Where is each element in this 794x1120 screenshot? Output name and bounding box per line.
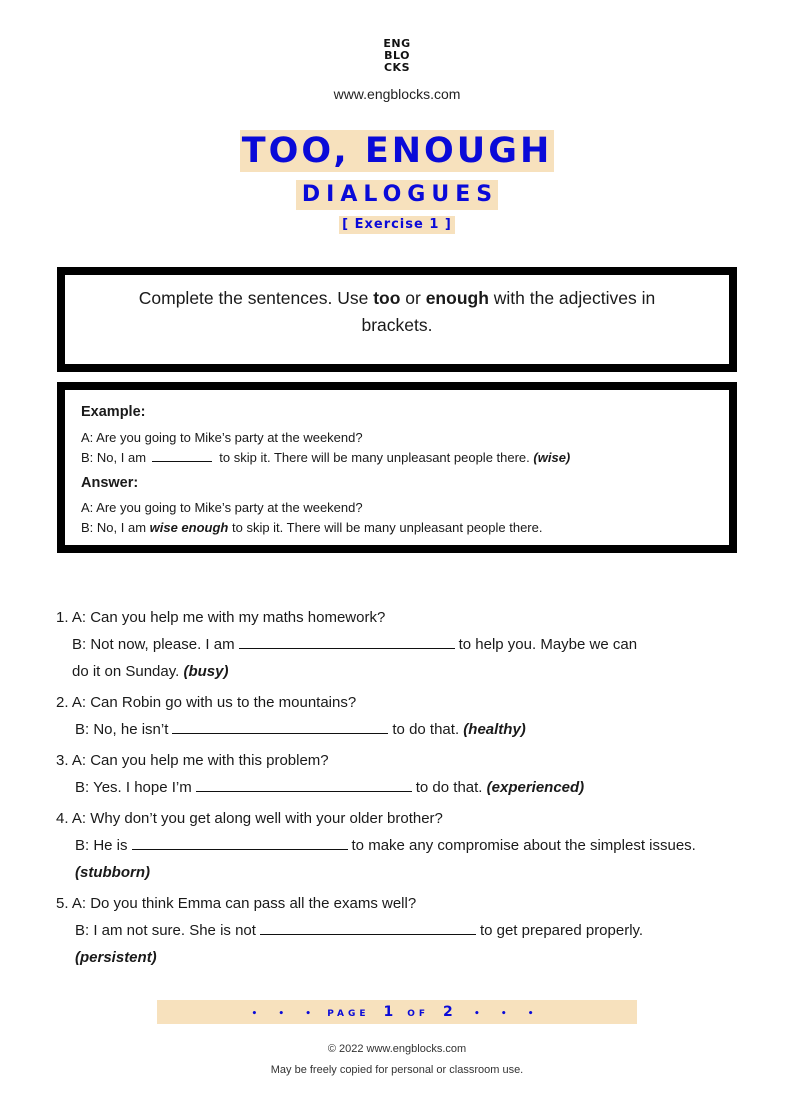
question-item	[56, 604, 736, 685]
instructions-part: Complete the sentences. Use	[138, 288, 374, 308]
copyright: © 2022 www.engblocks.com	[327, 1043, 467, 1055]
answer-filled: wise enough	[149, 520, 229, 535]
answer-heading: Answer:	[81, 475, 139, 491]
question-a: 1. A: Can you help me with my maths homework?	[56, 609, 386, 626]
question-b-cont	[56, 658, 736, 685]
question-text: to help you. Maybe we can	[458, 636, 638, 653]
page-word: PAGE	[327, 1009, 370, 1019]
logo-line: BLO	[384, 49, 410, 62]
question-text: B: I am not sure. She is not	[75, 922, 256, 939]
question-text: to make any compromise about the simplest issues.	[351, 837, 696, 854]
answer-blank[interactable]	[260, 920, 476, 935]
question-item	[56, 689, 736, 743]
answer-blank[interactable]	[172, 719, 388, 734]
answer-line-a: A: Are you going to Mike’s party at the weekend?	[81, 500, 363, 515]
question-text: B: No, he isn’t	[75, 721, 169, 738]
question-hint: (healthy)	[463, 721, 526, 738]
question-hint: (persistent)	[75, 949, 157, 966]
question-text: do it on Sunday.	[72, 663, 180, 680]
question-text: B: Yes. I hope I’m	[75, 779, 192, 796]
question-a: 4. A: Why don’t you get along well with your older brother?	[56, 810, 443, 827]
question-text: B: Not now, please. I am	[72, 636, 235, 653]
usage-note: May be freely copied for personal or classroom use.	[270, 1064, 524, 1076]
instructions-box	[57, 267, 737, 372]
answer-blank[interactable]	[196, 777, 412, 792]
question-b-cont	[56, 859, 736, 886]
answer-text: to skip it. There will be many unpleasant people there.	[228, 520, 543, 535]
site-url: www.engblocks.com	[333, 86, 461, 102]
example-blank	[152, 449, 212, 462]
answer-line-b	[81, 518, 719, 538]
question-text: to get prepared properly.	[479, 922, 644, 939]
example-text: to skip it. There will be many unpleasant people there.	[219, 450, 530, 465]
question-item	[56, 805, 736, 886]
question-b	[56, 832, 736, 859]
question-hint: (experienced)	[486, 779, 585, 796]
question-item	[56, 890, 736, 971]
page-subtitle: DIALOGUES	[296, 180, 498, 210]
question-a: 2. A: Can Robin go with us to the mountains?	[56, 694, 357, 711]
instructions-part: or	[400, 288, 426, 308]
example-box	[57, 382, 737, 553]
example-hint: (wise)	[533, 450, 571, 465]
question-b	[56, 917, 736, 944]
question-text: B: He is	[75, 837, 128, 854]
question-text: to do that.	[415, 779, 483, 796]
dots-right: • • •	[473, 1009, 543, 1019]
logo-line: CKS	[383, 61, 411, 74]
example-text: B: No, I am	[81, 450, 147, 465]
dots-left: • • •	[251, 1009, 321, 1019]
answer-blank[interactable]	[239, 634, 455, 649]
page-title: TOO, ENOUGH	[241, 131, 553, 171]
example-line-a: A: Are you going to Mike’s party at the weekend?	[81, 430, 363, 445]
question-hint: (busy)	[183, 663, 229, 680]
question-a: 5. A: Do you think Emma can pass all the exams well?	[56, 895, 417, 912]
keyword-too: too	[373, 288, 401, 308]
question-a: 3. A: Can you help me with this problem?	[56, 752, 329, 769]
question-b	[56, 716, 736, 743]
question-b	[56, 631, 736, 658]
instructions-part: with the adjectives in brackets.	[361, 288, 656, 335]
answer-blank[interactable]	[132, 835, 348, 850]
question-list	[56, 604, 736, 971]
example-heading: Example:	[81, 404, 146, 420]
instructions-text	[117, 285, 677, 339]
of-word: OF	[407, 1009, 430, 1019]
question-b	[56, 774, 736, 801]
answer-text: B: No, I am	[81, 520, 150, 535]
example-line-b	[81, 448, 719, 468]
exercise-label: [ Exercise 1 ]	[339, 216, 455, 234]
page-total: 2	[443, 1004, 453, 1020]
question-hint: (stubborn)	[75, 864, 150, 881]
question-item	[56, 747, 736, 801]
page-current: 1	[383, 1004, 394, 1020]
question-b-cont	[56, 944, 736, 971]
page-indicator	[157, 1000, 637, 1024]
keyword-enough: enough	[425, 288, 489, 308]
engblocks-logo	[0, 38, 794, 74]
logo-line: ENG	[383, 37, 411, 50]
question-text: to do that.	[392, 721, 460, 738]
